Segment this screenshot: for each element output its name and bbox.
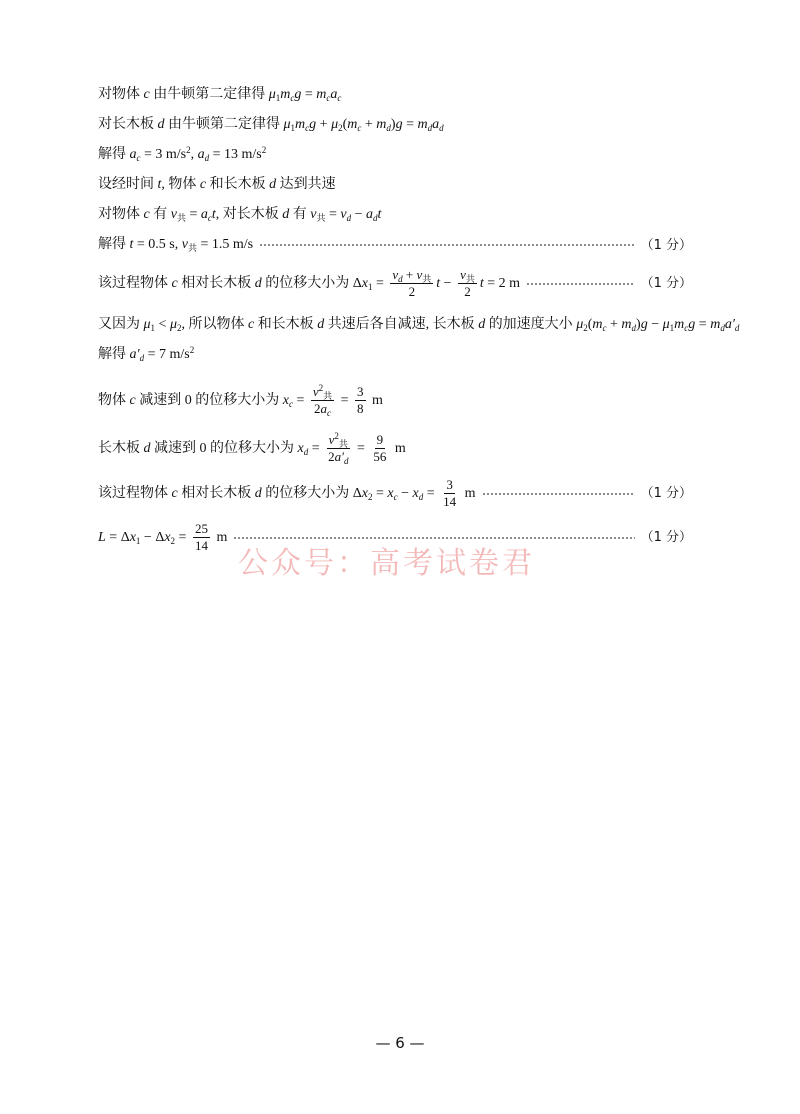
- score-label: （1 分）: [640, 276, 692, 292]
- leader-dots: [482, 493, 635, 495]
- watermark: 公众号：高考试卷君: [238, 546, 535, 581]
- solution-line-4: [98, 178, 692, 192]
- solution-line-10: [98, 385, 692, 417]
- solution-line-4-text: 设经时间 t, 物体 c 和长木板 d 达到共速: [98, 177, 336, 192]
- solution-line-9-text: 解得 $a'_d = 7$ $m/s^2$: [98, 345, 195, 363]
- solution-line-1: [98, 88, 692, 102]
- solution-line-8-text: 又因为 $\mu_1 < \mu_2$, 所以物体 c 和长木板 d 共速后各自减速, 长木板 d 的加速度大小 $\mu_2(m_c + m_d)g - \mu_1m_cg = m_da'_d$: [98, 317, 740, 333]
- solution-line-11-text: 长木板 d 减速到 0 的位移大小为 $x_d$ = $\frac{v^2_共}{2a'_d}$ = $\frac{9}{56}$ m: [98, 431, 406, 467]
- solution-line-6: [98, 238, 692, 252]
- solution-line-9: [98, 345, 692, 363]
- solution-line-2-text: 对长木板 d 由牛顿第二定律得 $\mu_1m_cg + \mu_2(m_c + m_d)g = m_da_d$: [98, 117, 444, 133]
- solution-line-6-text: 解得 t = 0.5 s, $v_共 = 1.5$ m/s: [98, 237, 254, 253]
- solution-line-12-text: 该过程物体 c 相对长木板 d 的位移大小为 $\Delta x_2 = x_c - x_d$ = $\frac{3}{14}$ m: [98, 477, 476, 510]
- leader-dots: [259, 244, 635, 246]
- solution-line-1-text: 对物体 c 由牛顿第二定律得 $\mu_1m_cg = m_ca_c$: [98, 87, 342, 103]
- page-number: — 6 —: [375, 1034, 425, 1052]
- solution-line-5-text: 对物体 c 有 $v_共 = a_ct$, 对长木板 d 有 $v_共 = v_d - a_dt$: [98, 207, 382, 223]
- solution-line-3: [98, 145, 692, 163]
- leader-dots: [526, 283, 635, 285]
- solution-line-5: [98, 208, 692, 222]
- solution-line-7: [98, 268, 692, 300]
- solution-line-12: [98, 478, 692, 510]
- score-label: （1 分）: [640, 486, 692, 502]
- solution-line-11: [98, 433, 692, 465]
- solution-line-3-text: 解得 $a_c = 3$ $m/s^2$, $a_d = 13$ $m/s^2$: [98, 145, 267, 163]
- solution-line-8: [98, 317, 740, 333]
- score-label: （1 分）: [640, 237, 692, 253]
- solution-line-13-text: $L = \Delta x_1 - \Delta x_2$ = $\frac{25}{14}$ m: [98, 521, 228, 554]
- solution-line-7-text: 该过程物体 c 相对长木板 d 的位移大小为 $\Delta x_1$ = $\frac{v_d + v_共}{2}$ t − $\frac{v_共}{2}$ t = 2 m: [98, 267, 521, 300]
- score-label: （1 分）: [640, 530, 692, 546]
- solution-line-10-text: 物体 c 减速到 0 的位移大小为 $x_c$ = $\frac{v^2_共}{2a_c}$ = $\frac{3}{8}$ m: [98, 383, 383, 419]
- solution-line-2: [98, 118, 692, 132]
